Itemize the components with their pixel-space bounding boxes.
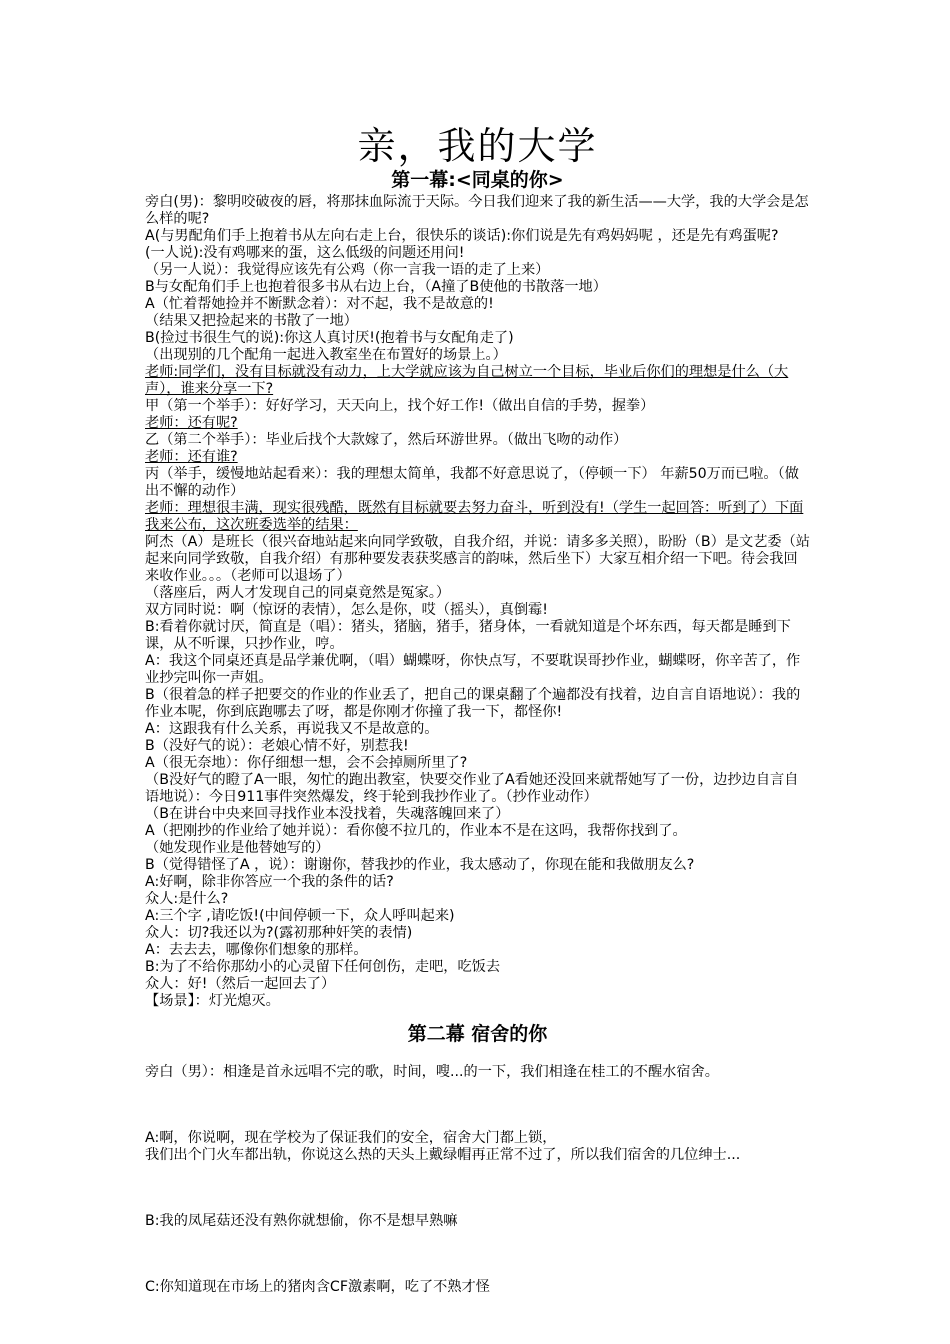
script-line: 双方同时说：啊（惊讶的表情），怎么是你，哎（摇头），真倒霉! xyxy=(145,602,548,618)
act1-script xyxy=(145,194,810,1010)
script-line: A（把刚抄的作业给了她并说）：看你傻不拉几的，作业本不是在这吗，我帮你找到了。 xyxy=(145,823,687,839)
script-line: B(捡过书很生气的说):你这人真讨厌!(抱着书与女配角走了) xyxy=(145,330,514,346)
script-line: A(与男配角们手上抱着书从左向右走上台，很快乐的谈话):你们说是先有鸡妈妈呢 ，还是先有鸡蛋呢? xyxy=(145,228,779,244)
script-line: （她发现作业是他替她写的） xyxy=(145,840,330,856)
blank-line xyxy=(145,1246,810,1263)
script-line: 旁白（男）：相逢是首永远唱不完的歌，时间，嗖...的一下，我们相逢在桂工的不醒水宿舍。 xyxy=(145,1064,719,1080)
script-line: A（忙着帮她捡并不断默念着）：对不起，我不是故意的! xyxy=(145,296,494,312)
script-line: 众人:是什么? xyxy=(145,891,229,907)
script-line: B:我的凤尾菇还没有熟你就想偷，你不是想早熟嘛 xyxy=(145,1213,458,1229)
script-line: B（觉得错怪了A ，说）：谢谢你，替我抄的作业，我太感动了，你现在能和我做朋友么? xyxy=(145,857,695,873)
script-line: (一人说):没有鸡哪来的蛋，这么低级的问题还用问! xyxy=(145,245,465,261)
script-line: B:为了不给你那幼小的心灵留下任何创伤，走吧，吃饭去 xyxy=(145,959,501,975)
act2-script xyxy=(145,1064,810,1296)
script-line: 老师：还有呢? xyxy=(145,415,238,431)
document-title: 亲，我的大学 xyxy=(357,124,598,168)
script-line: 旁白(男)：黎明咬破夜的唇，将那抹血际流于天际。今日我们迎来了我的新生活——大学，我的大学会是怎么样的呢? xyxy=(145,194,809,227)
blank-line xyxy=(145,1097,810,1114)
script-line: 乙（第二个举手）：毕业后找个大款嫁了，然后环游世界。（做出飞吻的动作） xyxy=(145,432,628,448)
script-line: （B在讲台中央来回寻找作业本没找着，失魂落魄回来了） xyxy=(145,806,510,822)
script-line: 众人：切?我还以为?(露初那种奸笑的表情) xyxy=(145,925,413,941)
script-line: 阿杰（A）是班长（很兴奋地站起来向同学致敬，自我介绍，并说：请多多关照），盼盼（B）是文艺委（站起来向同学致敬，自我介绍）有那种要发表获奖感言的韵味，然后坐下）大家互相介绍一下吧。待会我回来收作业。。。（老师可以退场了） xyxy=(145,534,810,584)
script-line: A（很无奈地）：你仔细想一想，会不会掉厕所里了? xyxy=(145,755,468,771)
script-line: B与女配角们手上也抱着很多书从右边上台，（A撞了B使他的书散落一地） xyxy=(145,279,607,295)
document-page xyxy=(145,124,810,1296)
script-line: （结果又把捡起来的书散了一地） xyxy=(145,313,358,329)
script-line: A:三个字 ,请吃饭!(中间停顿一下，众人呼叫起来) xyxy=(145,908,455,924)
script-line: A:啊，你说啊，现在学校为了保证我们的安全，宿舍大门都上锁， xyxy=(145,1130,557,1146)
script-line: （出现别的几个配角一起进入教室坐在布置好的场景上。） xyxy=(145,347,507,363)
act2-heading: 第二幕 宿舍的你 xyxy=(407,1023,548,1045)
script-line: B（没好气的说）：老娘心情不好，别惹我! xyxy=(145,738,409,754)
script-line: 丙（举手，缓慢地站起看来）：我的理想太简单，我都不好意思说了，（停顿一下） 年薪50万而已啦。（做出不懈的动作） xyxy=(145,466,799,499)
script-line: 老师：理想很丰满，现实很残酷，既然有目标就要去努力奋斗，听到没有!（学生一起回答：听到了）下面我来公布，这次班委选举的结果： xyxy=(145,500,804,533)
script-line: （另一人说）：我觉得应该先有公鸡（你一言我一语的走了上来） xyxy=(145,262,550,278)
script-line: （落座后，两人才发现自己的同桌竟然是冤家。） xyxy=(145,585,451,601)
script-line: B:看着你就讨厌，简直是（唱）：猪头，猪脑，猪手，猪身体，一看就知道是个坏东西，每天都是睡到下课，从不听课，只抄作业，哼。 xyxy=(145,619,791,652)
script-line: 我们出个门火车都出轨，你说这么热的天头上戴绿帽再正常不过了，所以我们宿舍的几位绅士... xyxy=(145,1147,741,1163)
script-line: A:好啊，除非你答应一个我的条件的话? xyxy=(145,874,394,890)
script-line: C:你知道现在市场上的猪肉含CF激素啊，吃了不熟才怪 xyxy=(145,1279,490,1295)
script-line: 老师:同学们，没有目标就没有动力，上大学就应该为自己树立一个目标，毕业后你们的理想是什么（大声），谁来分享一下? xyxy=(145,364,789,397)
act1-heading: 第一幕:<同桌的你> xyxy=(391,169,564,191)
script-line: （B没好气的瞪了A一眼，匆忙的跑出教室，快要交作业了A看她还没回来就帮她写了一份，边抄边自言自语地说）：今日911事件突然爆发，终于轮到我抄作业了。（抄作业动作） xyxy=(145,772,799,805)
script-line: A：我这个同桌还真是品学兼优啊，（唱）蝴蝶呀，你快点写，不要耽误哥抄作业，蝴蝶呀，你辛苦了，作业抄完叫你一声姐。 xyxy=(145,653,801,686)
script-line: 众人：好!（然后一起回去了） xyxy=(145,976,336,992)
script-line: 甲（第一个举手）：好好学习，天天向上，找个好工作!（做出自信的手势，握拳） xyxy=(145,398,655,414)
script-line: B（很着急的样子把要交的作业的作业丢了，把自己的课桌翻了个遍都没有找着，边自言自语地说）：我的作业本呢，你到底跑哪去了呀，都是你刚才你撞了我一下，都怪你! xyxy=(145,687,801,720)
script-line: 【场景】：灯光熄灭。 xyxy=(145,993,280,1009)
blank-line xyxy=(145,1180,810,1197)
script-line: 老师：还有谁? xyxy=(145,449,238,465)
script-line: A：这跟我有什么关系，再说我又不是故意的。 xyxy=(145,721,439,737)
script-line: A：去去去，哪像你们想象的那样。 xyxy=(145,942,368,958)
